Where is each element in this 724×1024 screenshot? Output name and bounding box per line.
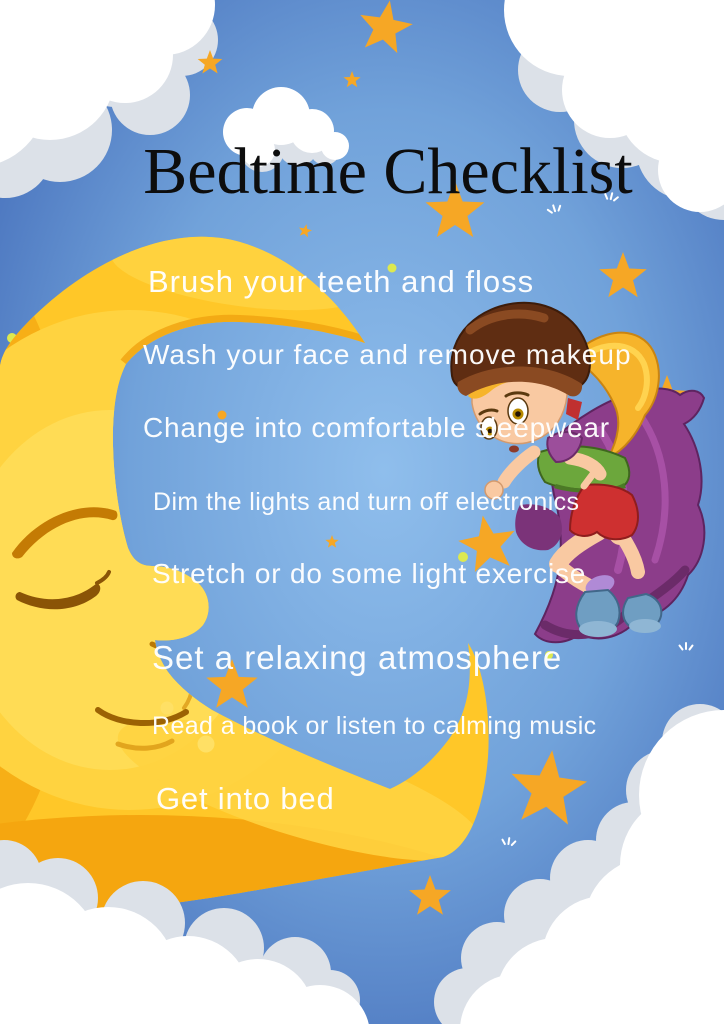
girl-red-shorts [570, 484, 638, 539]
checklist-item-read-book: Read a book or listen to calming music [152, 712, 597, 740]
checklist-item-wash-face: Wash your face and remove makeup [143, 339, 632, 370]
checklist-item-brush-teeth: Brush your teeth and floss [148, 264, 535, 299]
checklist-item-stretch: Stretch or do some light exercise [152, 558, 587, 589]
checklist-item-change-sleepwear: Change into comfortable sleepwear [143, 412, 610, 443]
checklist-item-dim-lights: Dim the lights and turn off electronics [153, 488, 580, 516]
checklist-item-relaxing-atmosphere: Set a relaxing atmosphere [152, 639, 563, 676]
back-boot-sole [629, 619, 661, 633]
page-title: Bedtime Checklist [143, 135, 633, 208]
checklist-item-get-into-bed: Get into bed [156, 781, 335, 816]
girl-mouth [509, 446, 519, 453]
front-boot-sole [579, 621, 617, 637]
